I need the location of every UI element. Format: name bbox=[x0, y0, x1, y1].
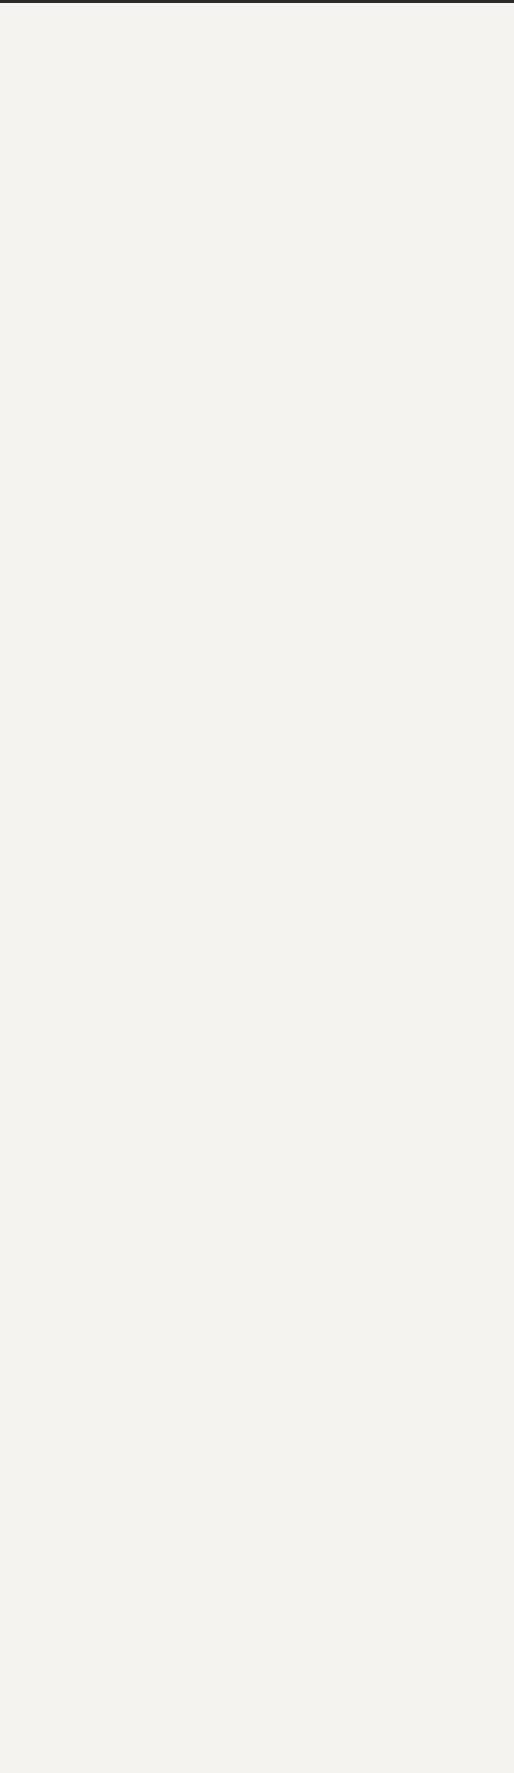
top-rule bbox=[0, 0, 514, 3]
